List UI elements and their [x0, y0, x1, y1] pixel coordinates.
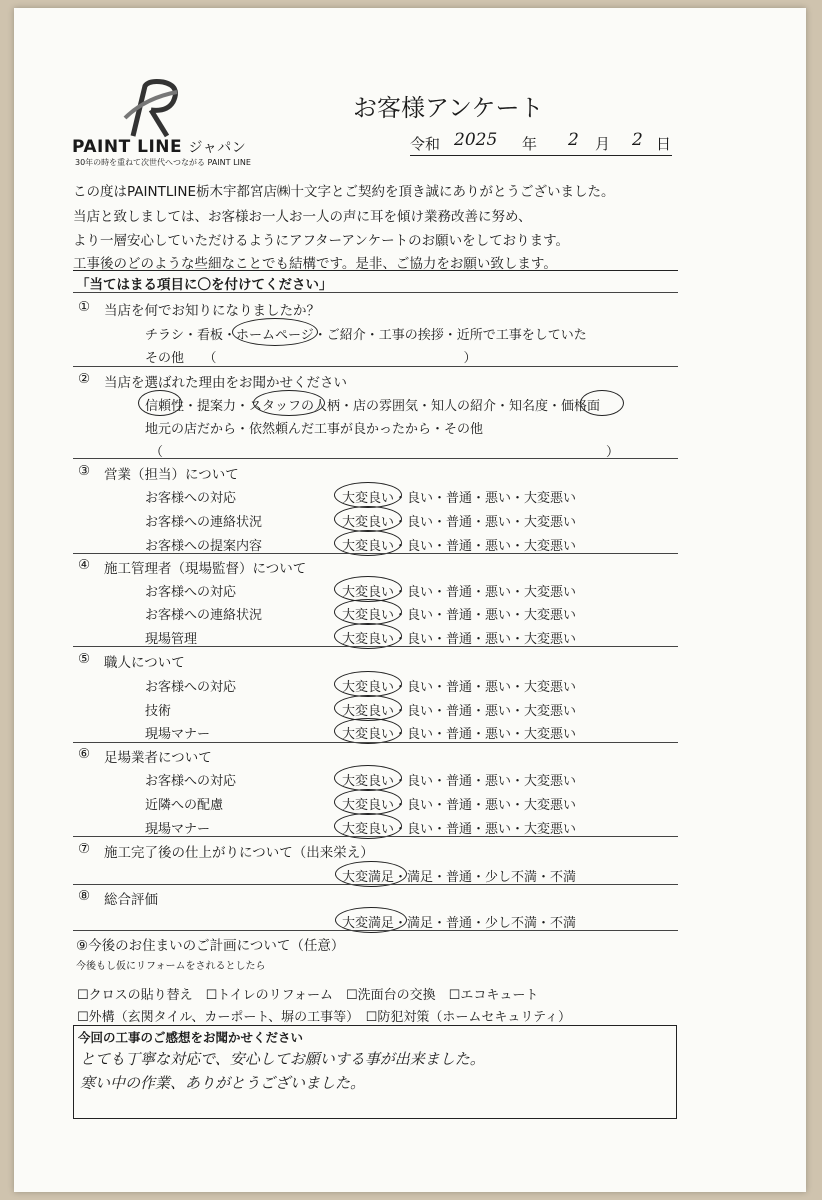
rating-circle: [334, 599, 402, 625]
q2-number: ②: [78, 371, 91, 387]
comment-line: 寒い中の作業、ありがとうございました。: [80, 1074, 366, 1092]
divider: [73, 646, 678, 647]
q6-scale: 大変良い・良い・普通・悪い・大変悪い: [342, 822, 577, 837]
divider: [73, 366, 678, 367]
q5-label: 職人について: [104, 655, 185, 671]
q4-label: 施工管理者（現場監督）について: [104, 561, 307, 577]
date-year-value: 2025: [454, 130, 498, 150]
q9-checkbox-row: ☐外構（玄関タイル、カーポート、塀の工事等） ☐防犯対策（ホームセキュリティ）: [77, 1010, 572, 1025]
comments-title: 今回の工事のご感想をお聞かせください: [78, 1030, 304, 1045]
brand-tagline: 30年の時を重ねて次世代へつながる PAINT LINE: [75, 158, 251, 167]
q3-label: 営業（担当）について: [104, 467, 239, 483]
q6-item: お客様への対応: [145, 774, 237, 789]
q2-options-2: 地元の店だから・依然頼んだ工事が良かったから・その他: [145, 422, 484, 437]
divider: [73, 458, 678, 459]
divider: [73, 836, 678, 837]
q6-number: ⑥: [78, 746, 91, 762]
q5-scale: 大変良い・良い・普通・悪い・大変悪い: [342, 704, 577, 719]
q2-answer-circle: [580, 390, 624, 416]
q6-item: 近隣への配慮: [145, 798, 224, 813]
q1-number: ①: [78, 299, 91, 315]
paint-line-logo-icon: [115, 78, 185, 138]
q6-scale: 大変良い・良い・普通・悪い・大変悪い: [342, 798, 577, 813]
divider: [73, 742, 678, 743]
date-month-unit: 月: [595, 135, 611, 153]
instruction: 「当てはまる項目に〇を付けてください」: [76, 277, 333, 293]
rating-circle: [334, 506, 402, 532]
q5-item: 技術: [145, 704, 172, 719]
q9-label: ⑨今後のお住まいのご計画について（任意）: [76, 938, 345, 954]
q7-scale: 大変満足・満足・普通・少し不満・不満: [342, 870, 577, 885]
divider: [73, 553, 678, 554]
q5-item: お客様への対応: [145, 680, 237, 695]
rating-circle: [334, 789, 402, 815]
rating-circle: [334, 765, 402, 791]
divider: [73, 292, 678, 293]
q5-scale: 大変良い・良い・普通・悪い・大変悪い: [342, 680, 577, 695]
q1-answer-circle: [232, 318, 318, 346]
intro-line: 当店と致しましては、お客様お一人お一人の声に耳を傾け業務改善に努め、: [73, 209, 532, 225]
intro-line: 工事後のどのような些細なことでも結構です。是非、ご協力をお願い致します。: [73, 256, 557, 272]
divider: [73, 930, 678, 931]
q8-scale: 大変満足・満足・普通・少し不満・不満: [342, 916, 577, 931]
q7-number: ⑦: [78, 841, 91, 857]
q4-number: ④: [78, 557, 91, 573]
date-day-unit: 日: [656, 135, 672, 153]
q1-other: その他 （ ）: [145, 351, 477, 366]
divider: [73, 884, 678, 885]
q2-label: 当店を選ばれた理由をお聞かせください: [104, 375, 347, 391]
q6-item: 現場マナー: [145, 822, 211, 837]
q5-number: ⑤: [78, 651, 91, 667]
q8-number: ⑧: [78, 888, 91, 904]
q3-scale: 大変良い・良い・普通・悪い・大変悪い: [342, 515, 577, 530]
q4-scale: 大変良い・良い・普通・悪い・大変悪い: [342, 632, 577, 647]
comment-line: とても丁寧な対応で、安心してお願いする事が出来ました。: [80, 1050, 485, 1068]
q2-answer-circle: [253, 390, 325, 416]
q5-scale: 大変良い・良い・普通・悪い・大変悪い: [342, 727, 577, 742]
date-day-value: 2: [632, 130, 643, 150]
q2-other-open: （: [150, 445, 164, 460]
q4-item: お客様への連絡状況: [145, 608, 263, 623]
brand-name: PAINT LINE ジャパン: [72, 137, 247, 157]
q6-label: 足場業者について: [104, 750, 212, 766]
date-year-unit: 年: [522, 135, 538, 153]
q4-scale: 大変良い・良い・普通・悪い・大変悪い: [342, 585, 577, 600]
q3-item: お客様への提案内容: [145, 539, 263, 554]
q4-item: お客様への対応: [145, 585, 237, 600]
q8-label: 総合評価: [104, 892, 158, 908]
intro-line: この度はPAINTLINE栃木宇都宮店㈱十文字とご契約を頂き誠にありがとうございました。: [73, 184, 615, 200]
q2-options: 信頼性・提案力・スタッフの人柄・店の雰囲気・知人の紹介・知名度・価格面: [145, 399, 601, 414]
date-month-value: 2: [568, 130, 579, 150]
rating-circle: [334, 482, 402, 508]
divider: [73, 270, 678, 271]
q3-scale: 大変良い・良い・普通・悪い・大変悪い: [342, 539, 577, 554]
q1-label: 当店を何でお知りになりましたか？: [104, 303, 320, 319]
q3-item: お客様への対応: [145, 491, 237, 506]
intro-line: より一層安心していただけるようにアフターアンケートのお願いをしております。: [73, 233, 569, 249]
q3-scale: 大変良い・良い・普通・悪い・大変悪い: [342, 491, 577, 506]
q4-scale: 大変良い・良い・普通・悪い・大変悪い: [342, 608, 577, 623]
q5-item: 現場マナー: [145, 727, 211, 742]
q9-sub: 今後もし仮にリフォームをされるとしたら: [76, 961, 266, 972]
q3-item: お客様への連絡状況: [145, 515, 263, 530]
q7-label: 施工完了後の仕上がりについて（出来栄え）: [104, 845, 374, 861]
page-title: お客様アンケート: [353, 94, 544, 122]
q2-answer-circle: [138, 390, 182, 416]
rating-circle: [334, 671, 402, 697]
q4-item: 現場管理: [145, 632, 198, 647]
date-era: 令和: [410, 135, 441, 153]
q1-options: チラシ・看板・ホームページ・ご紹介・工事の挨拶・近所で工事をしていた: [145, 328, 587, 343]
q9-checkbox-row: ☐クロスの貼り替え ☐トイレのリフォーム ☐洗面台の交換 ☐エコキュート: [77, 988, 539, 1003]
q6-scale: 大変良い・良い・普通・悪い・大変悪い: [342, 774, 577, 789]
rating-circle: [334, 718, 402, 744]
q3-number: ③: [78, 463, 91, 479]
date-field: [410, 130, 672, 156]
q2-other-close: ）: [606, 445, 620, 460]
